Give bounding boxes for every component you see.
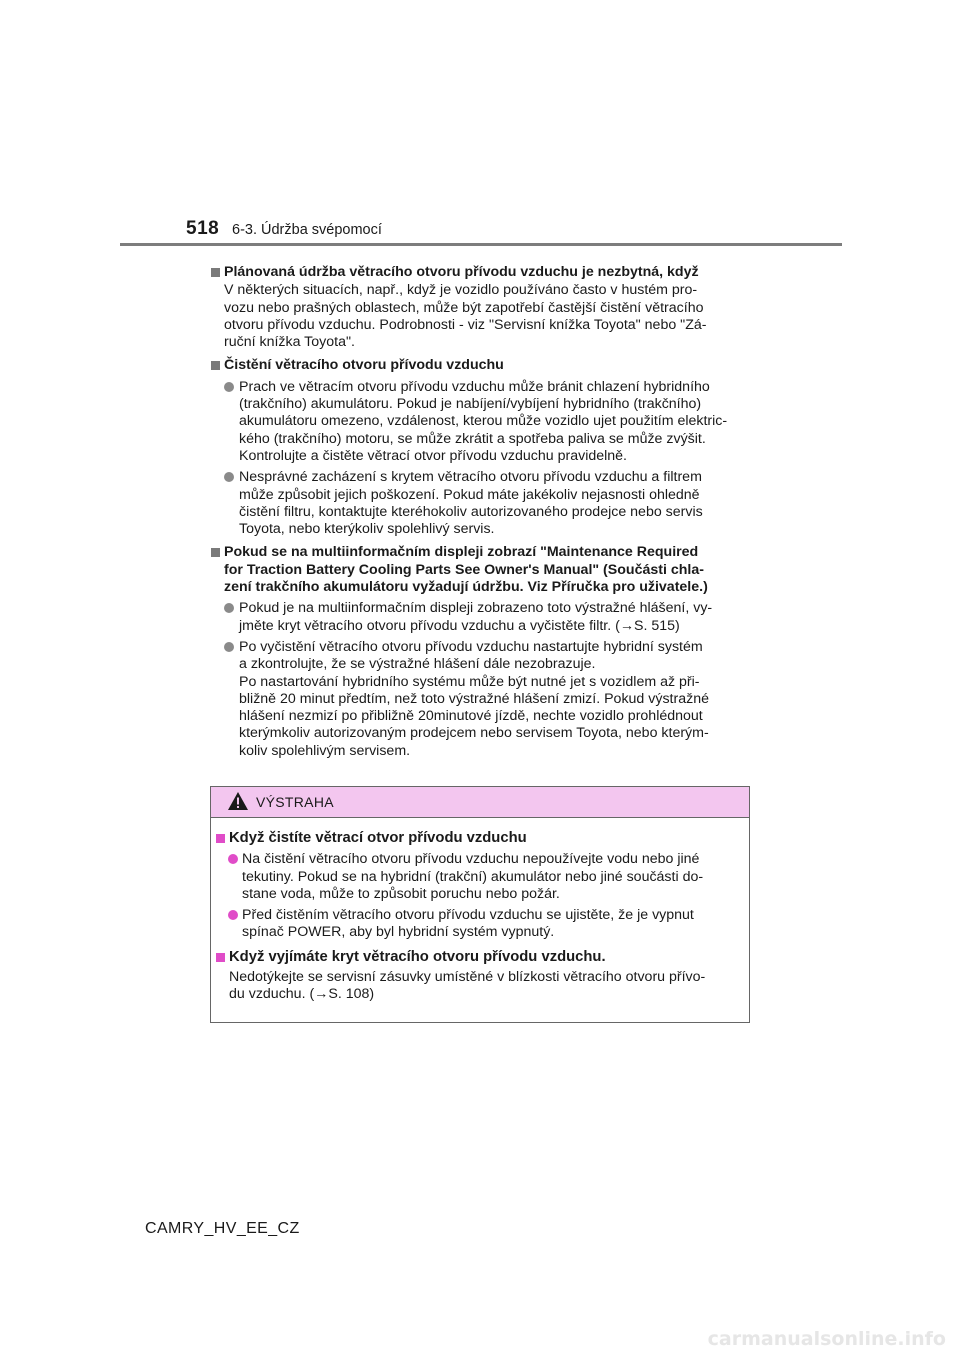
section-cleaning bbox=[211, 357, 749, 538]
section-heading bbox=[211, 357, 749, 374]
text-line: Kontrolujte a čistěte větrací otvor přívodu vzduchu pravidelně. bbox=[239, 447, 628, 464]
page-number: 518 bbox=[186, 218, 220, 239]
heading-text: Když vyjímáte kryt větracího otvoru přívodu vzduchu. bbox=[229, 948, 606, 965]
section-scheduled-maintenance bbox=[211, 264, 749, 351]
list-item bbox=[211, 469, 749, 538]
text-line: Nesprávné zacházení s krytem větracího otvoru přívodu vzduchu a filtrem bbox=[239, 469, 702, 486]
heading-text: Čistění větracího otvoru přívodu vzduchu bbox=[224, 357, 504, 374]
heading-line: Pokud se na multiinformačním displeji zobrazí "Maintenance Required bbox=[224, 544, 699, 561]
text-line: akumulátoru omezeno, vzdálenost, kterou může vozidlo ujet použitím elektric- bbox=[239, 413, 728, 430]
text-line: koliv spolehlivým servisem. bbox=[239, 742, 411, 759]
list-item bbox=[211, 379, 749, 465]
square-bullet-icon bbox=[211, 548, 220, 557]
list-item bbox=[216, 851, 743, 903]
text-line: tekutiny. Pokud se na hybridní (trakční) akumulátor nebo jiné součásti do- bbox=[242, 868, 704, 885]
paragraph bbox=[216, 969, 743, 1004]
square-bullet-icon bbox=[211, 361, 220, 370]
text-line: ruční knížka Toyota". bbox=[224, 334, 355, 351]
square-bullet-icon bbox=[216, 953, 225, 962]
text-line: Prach ve větracím otvoru přívodu vzduchu může bránit chlazení hybridního bbox=[239, 378, 710, 395]
header-rule bbox=[120, 243, 842, 246]
warning-item-heading bbox=[216, 949, 743, 966]
list-item bbox=[216, 907, 743, 942]
warning-title: VÝSTRAHA bbox=[256, 794, 334, 810]
text-line: kého (trakčního) motoru, se může zkrátit a spotřeba paliva se může zvýšit. bbox=[239, 430, 706, 447]
list-item bbox=[211, 639, 749, 760]
section-maintenance-message bbox=[211, 544, 749, 760]
circle-bullet-icon bbox=[228, 854, 238, 864]
text-line: a zkontrolujte, že se výstražné hlášení dále nezobrazuje. bbox=[239, 656, 596, 673]
heading-text: Plánovaná údržba větracího otvoru přívodu vzduchu je nezbytná, když bbox=[224, 264, 699, 280]
warning-item bbox=[216, 949, 743, 1004]
main-content bbox=[211, 264, 749, 766]
text-line: Na čistění větracího otvoru přívodu vzduchu nepoužívejte vodu nebo jiné bbox=[242, 851, 700, 868]
text-line: čistění filtru, kontaktujte kteréhokoliv autorizovaného prodejce nebo servis bbox=[239, 503, 703, 520]
heading-line: zení trakčního akumulátoru vyžadují údržbu. Viz Příručka pro uživatele.) bbox=[224, 579, 708, 596]
text-line: bližně 20 minut předtím, než toto výstražné hlášení zmizí. Pokud výstražné bbox=[239, 690, 709, 707]
warning-box bbox=[210, 786, 750, 1023]
circle-bullet-icon bbox=[224, 472, 234, 482]
text-line: jměte kryt větracího otvoru přívodu vzduchu a vyčistěte filtr. (→S. 515) bbox=[239, 617, 680, 634]
warning-header bbox=[211, 787, 749, 818]
text-line: kterýmkoliv autorizovaným prodejcem nebo servisem Toyota, nebo kterým- bbox=[239, 725, 709, 742]
list-item bbox=[211, 600, 749, 635]
circle-bullet-icon bbox=[224, 642, 234, 652]
text-line: otvoru přívodu vzduchu. Podrobnosti - viz "Servisní knížka Toyota" nebo "Zá- bbox=[224, 316, 707, 333]
text-line: hlášení nezmizí po přibližně 20minutové jízdě, nechte vozidlo prohlédnout bbox=[239, 708, 703, 725]
circle-bullet-icon bbox=[228, 910, 238, 920]
text-line: Po vyčistění větracího otvoru přívodu vzduchu nastartujte hybridní systém bbox=[239, 638, 703, 655]
text-line: může způsobit jejich poškození. Pokud máte jakékoliv nejasnosti ohledně bbox=[239, 486, 700, 503]
text-line: stane voda, může to způsobit poruchu nebo požár. bbox=[242, 885, 560, 902]
text-line: Po nastartování hybridního systému může být nutné jet s vozidlem až při- bbox=[239, 673, 700, 690]
text-line: Před čistěním větracího otvoru přívodu vzduchu se ujistěte, že je vypnut bbox=[242, 907, 694, 924]
watermark: carmanualsonline.info bbox=[707, 1328, 946, 1350]
warning-item-heading bbox=[216, 830, 743, 847]
text-line: du vzduchu. (→S. 108) bbox=[229, 986, 375, 1003]
section-heading bbox=[211, 544, 749, 596]
heading-line: for Traction Battery Cooling Parts See Owner's Manual" (Součásti chla- bbox=[224, 561, 704, 578]
square-bullet-icon bbox=[216, 834, 225, 843]
text-line: spínač POWER, aby byl hybridní systém vypnutý. bbox=[242, 924, 555, 941]
text-line: (trakčního) akumulátoru. Pokud je nabíjení/vybíjení hybridního (trakčního) bbox=[239, 396, 702, 413]
paragraph bbox=[211, 282, 749, 351]
text-line: Nedotýkejte se servisní zásuvky umístěné v blízkosti větracího otvoru přívo- bbox=[229, 969, 706, 986]
text-line: vozu nebo prašných oblastech, může být zapotřebí častější čistění větracího bbox=[224, 299, 704, 316]
warning-item bbox=[216, 830, 743, 942]
text-line: Toyota, nebo kterýkoliv spolehlivý servis. bbox=[239, 521, 495, 538]
square-bullet-icon bbox=[211, 268, 220, 277]
document-code: CAMRY_HV_EE_CZ bbox=[145, 1220, 300, 1237]
section-title: 6-3. Údržba svépomocí bbox=[232, 222, 382, 238]
heading-text: Když čistíte větrací otvor přívodu vzduchu bbox=[229, 830, 527, 846]
circle-bullet-icon bbox=[224, 603, 234, 613]
warning-body bbox=[211, 818, 749, 1004]
text-line: Pokud je na multiinformačním displeji zobrazeno toto výstražné hlášení, vy- bbox=[239, 600, 713, 617]
section-heading bbox=[211, 264, 749, 281]
warning-triangle-icon bbox=[227, 791, 249, 811]
text-line: V některých situacích, např., když je vozidlo používáno často v hustém pro- bbox=[224, 282, 698, 299]
circle-bullet-icon bbox=[224, 382, 234, 392]
